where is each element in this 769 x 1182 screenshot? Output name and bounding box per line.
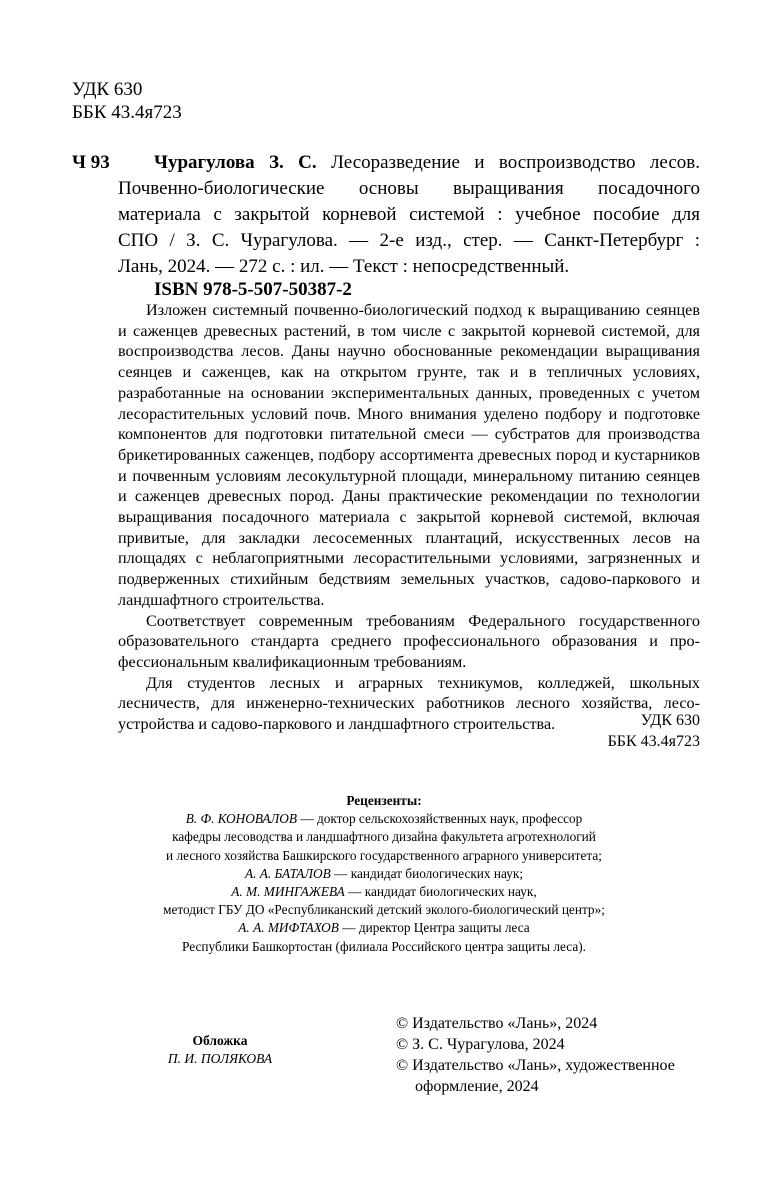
- isbn: ISBN 978-5-507-50387-2: [154, 279, 352, 300]
- reviewer-1-line-3: и лесного хозяйства Башкирского государственного аграрного университета;: [166, 847, 602, 863]
- annotation: [118, 300, 700, 735]
- reviewer-3: [118, 883, 650, 901]
- copyright-publisher: © Издательство «Лань», 2024: [396, 1015, 598, 1032]
- cover-credit: [140, 1032, 300, 1068]
- entry-line-3: материала с закрытой корневой системой : учебное пособие для: [118, 204, 700, 225]
- reviewers-title: Рецензенты:: [346, 793, 422, 808]
- classification-footer: [608, 710, 700, 752]
- reviewer-3-role: — кандидат биологических наук,: [344, 884, 537, 900]
- entry-line-2: Почвенно-биологические основы выращивания посадочного: [118, 178, 700, 199]
- copyright-design: © Издательство «Лань», художественное оформление, 2024: [396, 1057, 675, 1095]
- bibliographic-entry: [118, 150, 700, 280]
- reviewer-2: [118, 865, 650, 883]
- reviewer-4-role: — директор Центра защиты леса: [338, 920, 530, 936]
- udk-code: УДК 630: [72, 79, 143, 100]
- annotation-paragraph-3: Для студентов лесных и аграрных техникумов, колледжей, школьных лесничеств, для инженерно-технических работников лесного хозяйства, лесоустройства и садово-паркового и ландшафтного строительства.: [118, 673, 700, 734]
- reviewer-4-name: А. А. МИФТАХОВ: [238, 920, 339, 936]
- annotation-paragraph-2: Соответствует современным требованиям Федерального государственного образовательного стандарта среднего профессионального образования и профессиональным квалификационным требованиям.: [118, 611, 700, 671]
- reviewer-4-line-2: Республики Башкортостан (филиала Российского центра защиты леса).: [182, 938, 586, 954]
- copyright-author: © З. С. Чурагулова, 2024: [396, 1036, 565, 1053]
- reviewer-3-name: А. М. МИНГАЖЕВА: [231, 884, 345, 900]
- bbk-code-bottom: ББК 43.4я723: [607, 733, 700, 750]
- cover-designer: П. И. ПОЛЯКОВА: [167, 1051, 273, 1066]
- reviewer-1-line-2: кафедры лесоводства и ландшафтного дизайна факультета агротехнологий: [172, 829, 596, 845]
- bbk-code: ББК 43.4я723: [72, 102, 182, 123]
- entry-line-5: Лань, 2024. — 272 с. : ил. — Текст : непосредственный.: [118, 256, 570, 277]
- cover-title: Обложка: [192, 1033, 248, 1048]
- reviewer-2-name: А. А. БАТАЛОВ: [244, 865, 331, 881]
- reviewer-4: [118, 919, 650, 937]
- reviewer-3-line-2: методист ГБУ ДО «Республиканский детский эколого-биологический центр»;: [163, 902, 605, 918]
- entry-line-1: [118, 150, 700, 176]
- copyright-block: [396, 1013, 716, 1097]
- author-mark: Ч 93: [72, 152, 110, 173]
- book-title-start: Лесоразведение и воспроизводство лесов.: [316, 152, 700, 173]
- reviewer-1-name: В. Ф. КОНОВАЛОВ: [185, 811, 298, 827]
- reviewer-1: [118, 810, 650, 828]
- reviewer-1-role: — доктор сельскохозяйственных наук, профессор: [297, 811, 583, 827]
- udk-code-bottom: УДК 630: [640, 712, 700, 729]
- classification-header: [72, 78, 182, 124]
- author-name: Чурагулова З. С.: [154, 152, 317, 173]
- annotation-paragraph-1: Изложен системный почвенно-биологический подход к выращиванию сеянцев и саженцев древесных растений, в том числе с закрытой корневой системой, для воспроизводства лесов. Даны научно обоснованные рекомендации выращивания сеянцев и саженцев, как на открытом грунте, так и в тепличных условиях, разработанные на основании экспериментальных данных, проведенных с учетом лесорастительных условий почв. Много внимания уделено подбору и подготовке компонентов для подготовки питательной смеси — субстратов для производства брикетированных саженцев, подбору ассортимента древесных пород и кустарников и почвенным условиям лесокультурной площади, минеральному питанию сеянцев и саженцев древесных пород. Даны практические рекомендации по технологии выращивания посадочного материала с закрытой корневой системой, включая привитые, для закладки лесосеменных плантаций, искусственных лесов на площадях с неблагоприятными лесорастительными условиями, загрязненных и подверженных стихийным бедствиям земельных участков, садово-паркового и ландшафтного строительства.: [118, 301, 700, 609]
- reviewer-2-role: — кандидат биологических наук;: [330, 865, 524, 881]
- reviewers-block: [118, 792, 650, 956]
- entry-line-4: СПО / З. С. Чурагулова. — 2-е изд., стер. — Санкт-Петербург :: [118, 230, 700, 251]
